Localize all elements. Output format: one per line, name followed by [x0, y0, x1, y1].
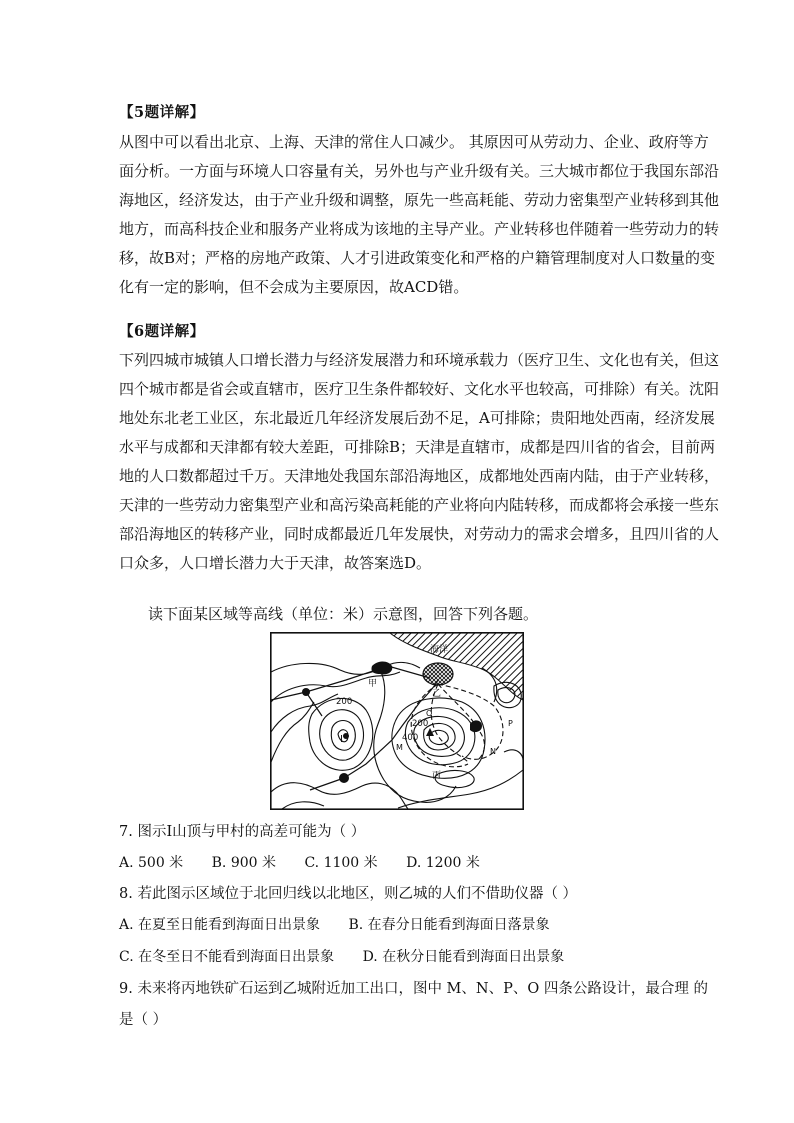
q5-explanation — [119, 128, 720, 302]
route-label-o: O — [426, 709, 433, 718]
route-label-m: M — [396, 743, 403, 752]
question-9-stem: 9. 未来将丙地铁矿石运到乙城附近加工出口，图中 M、N、P、O 四条公路设计，最合理 的 — [119, 981, 708, 997]
q5-line: 海地区，经济发达，由于产业升级和调整，原先一些高耗能、劳动力密集型产业转移到其他 — [119, 191, 720, 209]
q5-heading: 【5题详解】 — [119, 104, 205, 121]
town-marker — [339, 773, 349, 783]
option-a: A. 在夏至日能看到海面日出景象 — [119, 917, 321, 933]
village-jia-label: 甲 — [368, 679, 378, 689]
contour-label-400: 400 — [402, 733, 419, 743]
contour-label-200-left: 200 — [336, 697, 353, 707]
option-d: D. 1200 米 — [406, 855, 480, 871]
city-yi-label: 乙 — [432, 689, 442, 699]
q6-explanation — [119, 346, 720, 578]
town-marker — [302, 688, 310, 696]
q6-line: 下列四城市城镇人口增长潜力与经济发展潜力和环境承载力（医疗卫生、文化也有关，但这 — [119, 351, 720, 369]
option-b: B. 在春分日能看到海面日落景象 — [348, 917, 550, 933]
peak-marker — [343, 733, 349, 739]
q6-heading: 【6题详解】 — [119, 323, 205, 340]
question-8-stem: 8. 若此图示区域位于北回归线以北地区，则乙城的人们不借助仪器（ ） — [119, 886, 578, 902]
option-b: B. 900 米 — [211, 855, 277, 871]
contour-label-200-right: 200 — [412, 719, 429, 729]
option-c: C. 1100 米 — [304, 855, 378, 871]
sea-label: 海洋 — [430, 645, 449, 655]
peak-label: I — [340, 734, 343, 745]
q5-line: 地方，而高科技企业和服务产业将成为该地的主导产业。产业转移也伴随着一些劳动力的转 — [119, 220, 720, 238]
question-7-options — [119, 852, 504, 872]
q6-line: 地处东北老工业区，东北最近几年经济发展后劲不足，A可排除；贵阳地处西南，经济发展 — [119, 409, 715, 427]
q6-line: 水平与成都和天津都有较大差距，可排除B；天津是直辖市，成都是四川省的省会，目前两 — [119, 438, 716, 456]
q5-line: 化有一定的影响，但不会成为主要原因，故ACD错。 — [119, 278, 469, 296]
map-question-intro: 读下面某区域等高线（单位：米）示意图，回答下列各题。 — [148, 605, 539, 623]
q6-line: 部沿海地区的转移产业，同时成都最近几年发展快，对劳动力的需求会增多，且四川省的人 — [119, 525, 720, 543]
q5-line: 移，故B对；严格的房地产政策、人才引进政策变化和严格的户籍管理制度对人口数量的变 — [119, 249, 716, 267]
mine-bing-label: 丙 — [432, 771, 442, 781]
option-d: D. 在秋分日能看到海面日出景象 — [362, 949, 565, 965]
question-8-options-row1 — [119, 914, 574, 934]
option-a: A. 500 米 — [119, 855, 184, 871]
q6-line: 地的人口数都超过千万。天津地处我国东部沿海地区，成都地处西南内陆，由于产业转移， — [119, 467, 720, 485]
q6-line: 四个城市都是省会或直辖市，医疗卫生条件都较好、文化水平也较高，可排除）有关。沈阳 — [119, 380, 720, 398]
question-9-stem-cont: 是（ ） — [119, 1012, 168, 1028]
route-label-n: N — [490, 747, 496, 756]
q5-line: 面分析。一方面与环境人口容量有关，另外也与产业升级有关。三大城市都位于我国东部沿 — [119, 162, 720, 180]
q6-line: 天津的一些劳动力密集型产业和高污染高耗能的产业将向内陆转移，而成都将会承接一些东 — [119, 496, 720, 514]
city-yi-marker — [423, 663, 453, 685]
q6-line: 口众多，人口增长潜力大于天津，故答案选D。 — [119, 554, 432, 572]
contour-map — [270, 632, 524, 810]
q5-line: 从图中可以看出北京、上海、天津的常住人口减少。 其原因可从劳动力、企业、政府等方 — [119, 133, 709, 151]
question-7-stem: 7. 图示Ⅰ山顶与甲村的高差可能为（ ） — [119, 824, 366, 840]
option-c: C. 在冬至日不能看到海面日出景象 — [119, 949, 335, 965]
question-8-options-row2 — [119, 946, 588, 966]
route-label-p: P — [508, 719, 513, 728]
